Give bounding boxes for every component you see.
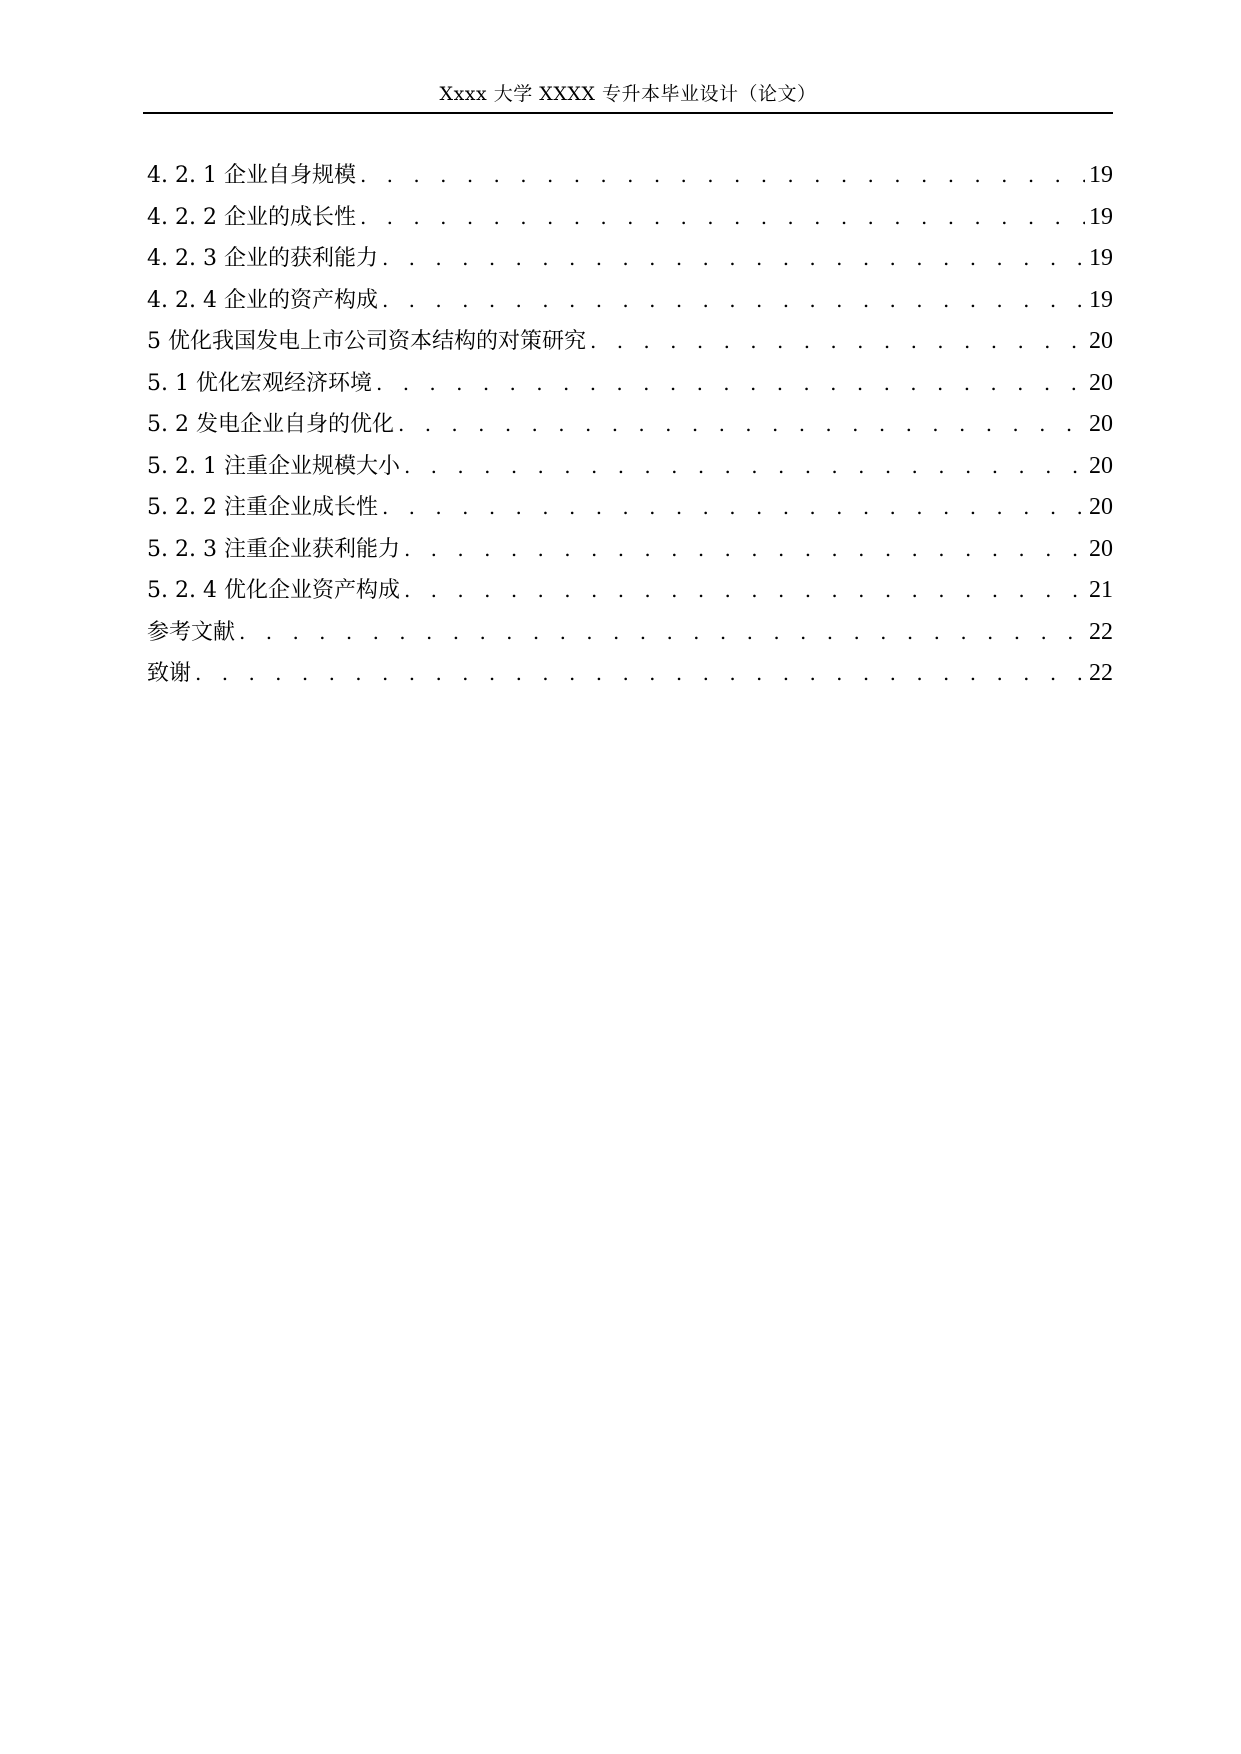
toc-entry-title: 4. 2. 2 企业的成长性 — [147, 204, 356, 230]
toc-entry-title: 参考文献 — [147, 619, 236, 645]
toc-page-number: 20 — [1089, 535, 1113, 562]
toc-page-number: 22 — [1089, 618, 1113, 645]
toc-page-number: 19 — [1089, 162, 1113, 188]
toc-entry-title: 5. 2. 4 优化企业资产构成 — [147, 578, 400, 603]
toc-entry-title: 5. 2 发电企业自身的优化 — [147, 412, 394, 437]
toc-page-number: 21 — [1089, 577, 1113, 603]
toc-entry-references[interactable] — [147, 612, 1113, 654]
toc-entry-5-2-1[interactable] — [147, 446, 1113, 488]
toc-entry-4-2-1[interactable] — [147, 155, 1113, 197]
toc-dot-leader — [404, 570, 1085, 612]
toc-entry-title: 4. 2. 4 企业的资产构成 — [147, 287, 378, 313]
toc-entry-4-2-3[interactable] — [147, 238, 1113, 280]
toc-entry-title: 致谢 — [147, 661, 192, 686]
toc-entry-title: 4. 2. 3 企业的获利能力 — [147, 246, 378, 271]
toc-entry-title: 5. 1 优化宏观经济环境 — [147, 370, 372, 396]
toc-page-number: 20 — [1089, 369, 1113, 396]
toc-entry-title: 5. 2. 1 注重企业规模大小 — [147, 453, 400, 479]
toc-entry-title: 5 优化我国发电上市公司资本结构的对策研究 — [147, 329, 586, 354]
toc-entry-title: 5. 2. 3 注重企业获利能力 — [147, 536, 400, 562]
toc-dot-leader — [195, 653, 1085, 695]
toc-entry-5-2-3[interactable] — [147, 529, 1113, 571]
toc-page-number: 19 — [1089, 203, 1113, 230]
toc-entry-title: 5. 2. 2 注重企业成长性 — [147, 495, 378, 520]
toc-entry-5-2[interactable] — [147, 404, 1113, 446]
toc-page-number: 22 — [1089, 660, 1113, 686]
toc-entry-5-2-4[interactable] — [147, 570, 1113, 612]
toc-page-number: 19 — [1089, 286, 1113, 313]
toc-dot-leader — [360, 155, 1085, 197]
toc-entry-4-2-2[interactable] — [147, 197, 1113, 239]
toc-dot-leader — [382, 280, 1085, 322]
toc-dot-leader — [382, 487, 1085, 529]
toc-dot-leader — [376, 363, 1085, 405]
toc-entry-5[interactable] — [147, 321, 1113, 363]
toc-dot-leader — [382, 238, 1085, 280]
page-header: Xxxx 大学 XXXX 专升本毕业设计（论文） — [439, 83, 817, 105]
toc-page-number: 20 — [1089, 494, 1113, 520]
toc-dot-leader — [404, 529, 1085, 571]
toc-entry-5-2-2[interactable] — [147, 487, 1113, 529]
toc-entry-4-2-4[interactable] — [147, 280, 1113, 322]
toc-dot-leader — [239, 612, 1085, 654]
toc-entry-title: 4. 2. 1 企业自身规模 — [147, 163, 356, 188]
toc-page-number: 20 — [1089, 452, 1113, 479]
toc-page-number: 20 — [1089, 328, 1113, 354]
toc-page-number: 20 — [1089, 411, 1113, 437]
table-of-contents — [147, 155, 1113, 695]
header-rule — [143, 112, 1113, 114]
toc-page-number: 19 — [1089, 245, 1113, 271]
toc-dot-leader — [404, 446, 1085, 488]
toc-dot-leader — [360, 197, 1085, 239]
toc-entry-acknowledgements[interactable] — [147, 653, 1113, 695]
toc-dot-leader — [398, 404, 1085, 446]
toc-entry-5-1[interactable] — [147, 363, 1113, 405]
toc-dot-leader — [590, 321, 1085, 363]
